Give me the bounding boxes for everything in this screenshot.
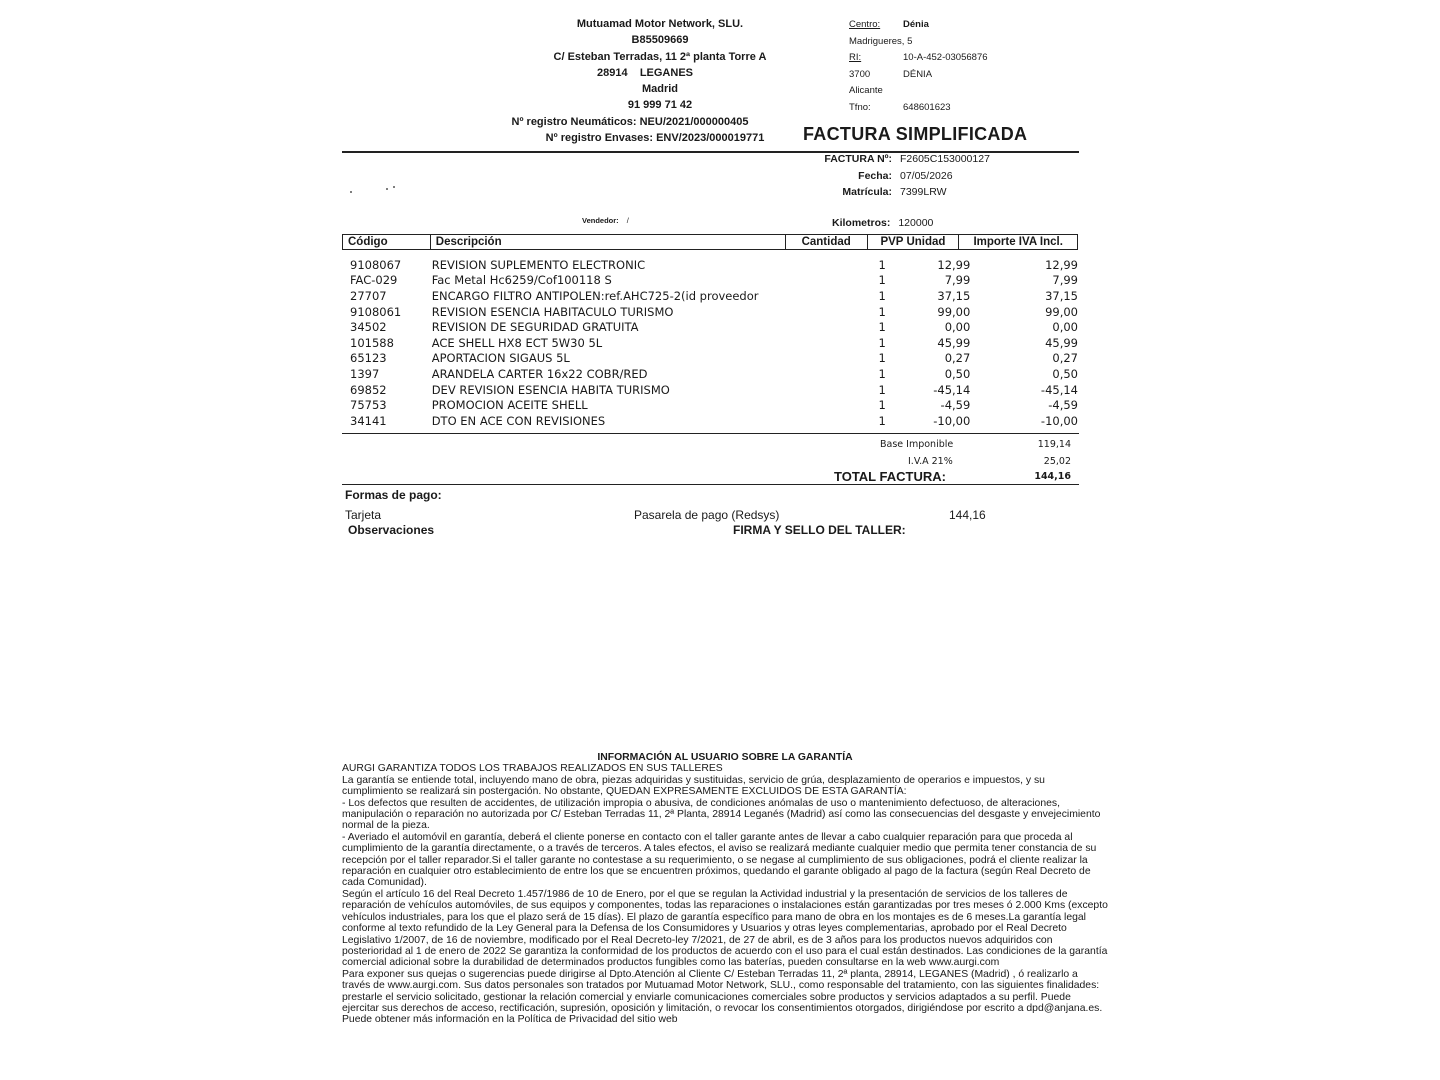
guarantee-title: INFORMACIÓN AL USUARIO SOBRE LA GARANTÍA xyxy=(597,752,853,763)
total-value: 144,16 xyxy=(1034,471,1071,482)
table-row xyxy=(342,351,1078,367)
row-price: 0,00 xyxy=(944,320,971,335)
row-code: 69852 xyxy=(350,382,387,397)
tfno-value: 648601623 xyxy=(903,101,951,113)
guarantee-subtitle: AURGI GARANTIZA TODOS LOS TRABAJOS REALIZADOS EN SUS TALLERES xyxy=(342,763,723,775)
invoice-info xyxy=(790,151,990,201)
row-code: 34141 xyxy=(350,413,387,428)
row-total: 7,99 xyxy=(1052,273,1078,288)
row-price: -4,59 xyxy=(940,398,971,413)
total-label: TOTAL FACTURA: xyxy=(834,469,946,484)
row-qty: 1 xyxy=(878,320,886,335)
row-qty: 1 xyxy=(878,413,886,428)
centro-cp: 3700 xyxy=(849,68,871,80)
km-label: Kilometros: xyxy=(832,217,891,229)
row-total: 0,50 xyxy=(1052,366,1078,381)
row-desc: REVISION SUPLEMENTO ELECTRONIC xyxy=(431,257,646,272)
row-code: 65123 xyxy=(350,351,387,366)
guarantee-paragraph: Según el artículo 16 del Real Decreto 1.457/1986 de 10 de Enero, por el que se regulan la Actividad industrial y la presentación de servicios de los talleres de reparación de vehículos automóviles, de sus equipos y componentes, todas las reparaciones o instalaciones están garantizadas por tres meses ó 2.000 Kms (excepto vehículos industriales, para los que el plazo será de 15 días). El plazo de garantía específico para mano de obra en los montajes es de 6 meses.La garantía legal conforme al texto refundido de la Ley General para la Defensa de los Consumidores y Usuarios y otras leyes complementarias, aprobado por el Real Decreto Legislativo 1/2007, de 16 de noviembre, modificado por el Real Decreto-ley 7/2021, de 27 de abril, es de 3 años para los productos nuevos adquiridos con posterioridad al 1 de enero de 2022 Se garantiza la conformidad de los productos de acuerdo con el uso para el cual están destinados. Las condiciones de la garantía comercial adicional sobre la durabilidad de determinados productos fungibles como las baterías, pueden consultarse en la web www.aurgi.com xyxy=(342,888,1108,969)
row-qty: 1 xyxy=(878,335,886,350)
row-desc: PROMOCION ACEITE SHELL xyxy=(431,398,588,413)
row-desc: ENCARGO FILTRO ANTIPOLEN:ref.AHC725-2(id proveedor xyxy=(431,288,759,303)
row-desc: DTO EN ACE CON REVISIONES xyxy=(431,413,606,428)
firma-taller: FIRMA Y SELLO DEL TALLER: xyxy=(733,523,906,537)
row-total: 37,15 xyxy=(1045,288,1078,303)
table-row xyxy=(342,382,1078,398)
payment-gateway: Pasarela de pago (Redsys) xyxy=(634,508,780,522)
row-price: 7,99 xyxy=(944,273,971,288)
company-phone: 91 999 71 42 xyxy=(627,99,693,112)
invoice-number: F2605C153000127 xyxy=(900,153,990,165)
row-total: 0,00 xyxy=(1052,320,1078,335)
company-province: Madrid xyxy=(641,83,679,96)
base-value: 119,14 xyxy=(1037,439,1071,450)
table-row xyxy=(342,413,1078,429)
payment-title: Formas de pago: xyxy=(345,488,442,502)
invoice-number-label: FACTURA Nº: xyxy=(824,153,892,165)
row-total: 12,99 xyxy=(1045,257,1078,272)
table-row xyxy=(342,288,1078,304)
totals-rule xyxy=(342,484,1079,485)
table-row xyxy=(342,304,1078,320)
kilometros xyxy=(832,217,933,229)
row-total: 99,00 xyxy=(1045,304,1078,319)
tfno-label: Tfno: xyxy=(849,101,871,113)
table-row xyxy=(342,319,1078,335)
header-cantidad: Cantidad xyxy=(786,235,868,249)
plate-label: Matrícula: xyxy=(842,186,892,198)
row-total: 0,27 xyxy=(1052,351,1078,366)
registro-envases: Nº registro Envases: ENV/2023/000019771 xyxy=(545,132,765,145)
centro-city: DÉNIA xyxy=(903,68,933,80)
vendedor-value: / xyxy=(626,216,629,225)
row-qty: 1 xyxy=(878,257,886,272)
row-desc: ARANDELA CARTER 16x22 COBR/RED xyxy=(431,366,648,381)
row-total: -10,00 xyxy=(1040,413,1078,428)
table-row xyxy=(342,366,1078,382)
payment-amount: 144,16 xyxy=(949,508,986,522)
ri-value: 10-A-452-03056876 xyxy=(903,52,988,63)
company-address: C/ Esteban Terradas, 11 2ª planta Torre A xyxy=(553,50,767,63)
row-code: 101588 xyxy=(350,335,394,350)
registro-neumaticos: Nº registro Neumáticos: NEU/2021/000000405 xyxy=(511,115,749,128)
payment-method: Tarjeta xyxy=(345,508,382,522)
centro-label: Centro: xyxy=(849,19,881,30)
row-code: 75753 xyxy=(350,398,387,413)
company-name: Mutuamad Motor Network, SLU. xyxy=(576,18,744,30)
row-qty: 1 xyxy=(878,304,886,319)
row-code: 34502 xyxy=(350,320,387,335)
guarantee-paragraph: La garantía se entiende total, incluyendo mano de obra, piezas adquiridas y sustituidas, servicio de grúa, desplazamiento de operarios e impuestos, y su cumplimiento se realizará sin postergación. No obstante, QUEDAN EXPRESAMENTE EXCLUIDOS DE ESTA GARANTÍA: xyxy=(342,774,1045,798)
row-price: 37,15 xyxy=(937,288,971,303)
invoice-date-label: Fecha: xyxy=(858,169,892,182)
observaciones: Observaciones xyxy=(348,523,435,537)
row-total: -4,59 xyxy=(1048,398,1078,413)
row-code: 1397 xyxy=(350,366,380,381)
vendedor-label: Vendedor: xyxy=(582,216,619,225)
row-desc: DEV REVISION ESENCIA HABITA TURISMO xyxy=(431,382,670,397)
row-qty: 1 xyxy=(878,366,886,381)
header-descripcion: Descripción xyxy=(431,235,786,249)
invoice-date: 07/05/2026 xyxy=(900,169,953,182)
company-city: 28914 LEGANES xyxy=(597,66,693,79)
row-desc: APORTACION SIGAUS 5L xyxy=(431,351,570,366)
row-total: 45,99 xyxy=(1045,335,1078,350)
guarantee-paragraph: - Averiado el automóvil en garantía, deberá el cliente ponerse en contacto con el taller garante antes de llevar a cabo cualquier reparación para que proceda al cumplimiento de la garantía directamente, o a través de terceros. A tales efectos, el aviso se realizará mediante cualquier medio que permita tener constancia de su recepción por el taller reparador.Si el taller garante no contestase a su requerimiento, o se negase al cumplimiento de sus obligaciones, podrá el cliente realizar la reparación en cualquier otro establecimiento de entre los que se encuentren próximos, quedando el garante obligado al pago de la factura (según Real Decreto de cada Comunidad). xyxy=(342,831,1097,889)
row-desc: ACE SHELL HX8 ECT 5W30 5L xyxy=(431,335,603,350)
items-rule xyxy=(342,433,1079,434)
row-qty: 1 xyxy=(878,273,886,288)
centro-province: Alicante xyxy=(849,85,883,96)
company-cif: B85509669 xyxy=(631,34,689,47)
row-desc: Fac Metal Hc6259/Cof100118 S xyxy=(431,273,612,288)
row-qty: 1 xyxy=(878,398,886,413)
header-codigo: Código xyxy=(343,235,431,249)
row-total: -45,14 xyxy=(1040,382,1078,397)
row-code: 9108067 xyxy=(350,257,402,272)
row-desc: REVISION ESENCIA HABITACULO TURISMO xyxy=(431,304,674,319)
centro-block xyxy=(849,17,988,116)
guarantee-paragraph: - Los defectos que resulten de accidentes, de utilización impropia o abusiva, de condiciones anómalas de uso o mantenimiento defectuoso, de alteraciones, manipulación o reparación no autorizada por C/ Esteban Terradas 11, 2ª Planta, 28914 Leganés (Madrid) así como las consecuencias del desgaste y envejecimiento normal de la pieza. xyxy=(342,797,1101,832)
items-table-body xyxy=(342,257,1078,429)
guarantee-section xyxy=(342,752,1108,1026)
scan-speck xyxy=(393,186,395,188)
centro-value: Dénia xyxy=(903,19,929,30)
header-importe: Importe IVA Incl. xyxy=(973,236,1063,248)
vendedor xyxy=(582,216,629,225)
row-code: 27707 xyxy=(350,288,387,303)
table-row xyxy=(342,257,1078,273)
table-row xyxy=(342,335,1078,351)
items-table-header xyxy=(342,234,1078,250)
plate-value: 7399LRW xyxy=(900,186,947,198)
row-price: 0,50 xyxy=(944,366,971,381)
header-pvp: PVP Unidad xyxy=(868,235,960,249)
iva-label: I.V.A 21% xyxy=(908,456,953,467)
row-price: -45,14 xyxy=(933,382,971,397)
ri-label: RI: xyxy=(849,52,862,63)
row-price: 45,99 xyxy=(937,335,971,350)
guarantee-paragraph: Para exponer sus quejas o sugerencias puede dirigirse al Dpto.Atención al Cliente C/ Esteban Terradas 11, 2ª planta, 28914, LEGANES (Madrid) , ó realizarlo a través de www.aurgi.com. Sus datos personales son tratados por Mutuamad Motor Network, SLU., como responsable del tratamiento, con las siguientes finalidades: prestarle el servicio solicitado, gestionar la relación comercial y enviarle comunicaciones comerciales sobre productos y servicios adaptados a su perfil. Puede ejercitar sus derechos de acceso, rectificación, supresión, oposición y limitación, o revocar los consentimientos otorgados, dirigiéndose por escrito a dpd@anjana.es. Puede obtener más información en la Política de Privacidad del sitio web xyxy=(342,968,1103,1026)
row-code: FAC-029 xyxy=(350,273,398,288)
row-price: 12,99 xyxy=(937,257,971,272)
row-qty: 1 xyxy=(878,351,886,366)
table-row xyxy=(342,397,1078,413)
row-price: 99,00 xyxy=(937,304,971,319)
table-row xyxy=(342,273,1078,289)
scan-speck xyxy=(350,191,352,193)
invoice-title: FACTURA SIMPLIFICADA xyxy=(803,124,1028,144)
centro-street: Madrigueres, 5 xyxy=(849,35,913,47)
row-code: 9108061 xyxy=(350,304,402,319)
row-desc: REVISION DE SEGURIDAD GRATUITA xyxy=(431,320,639,335)
iva-value: 25,02 xyxy=(1043,456,1071,467)
km-value: 120000 xyxy=(898,217,934,229)
company-block xyxy=(470,16,850,146)
row-price: -10,00 xyxy=(933,413,971,428)
row-qty: 1 xyxy=(878,382,886,397)
row-qty: 1 xyxy=(878,288,886,303)
row-price: 0,27 xyxy=(944,351,971,366)
scan-speck xyxy=(386,188,388,190)
base-label: Base Imponible xyxy=(880,439,954,450)
